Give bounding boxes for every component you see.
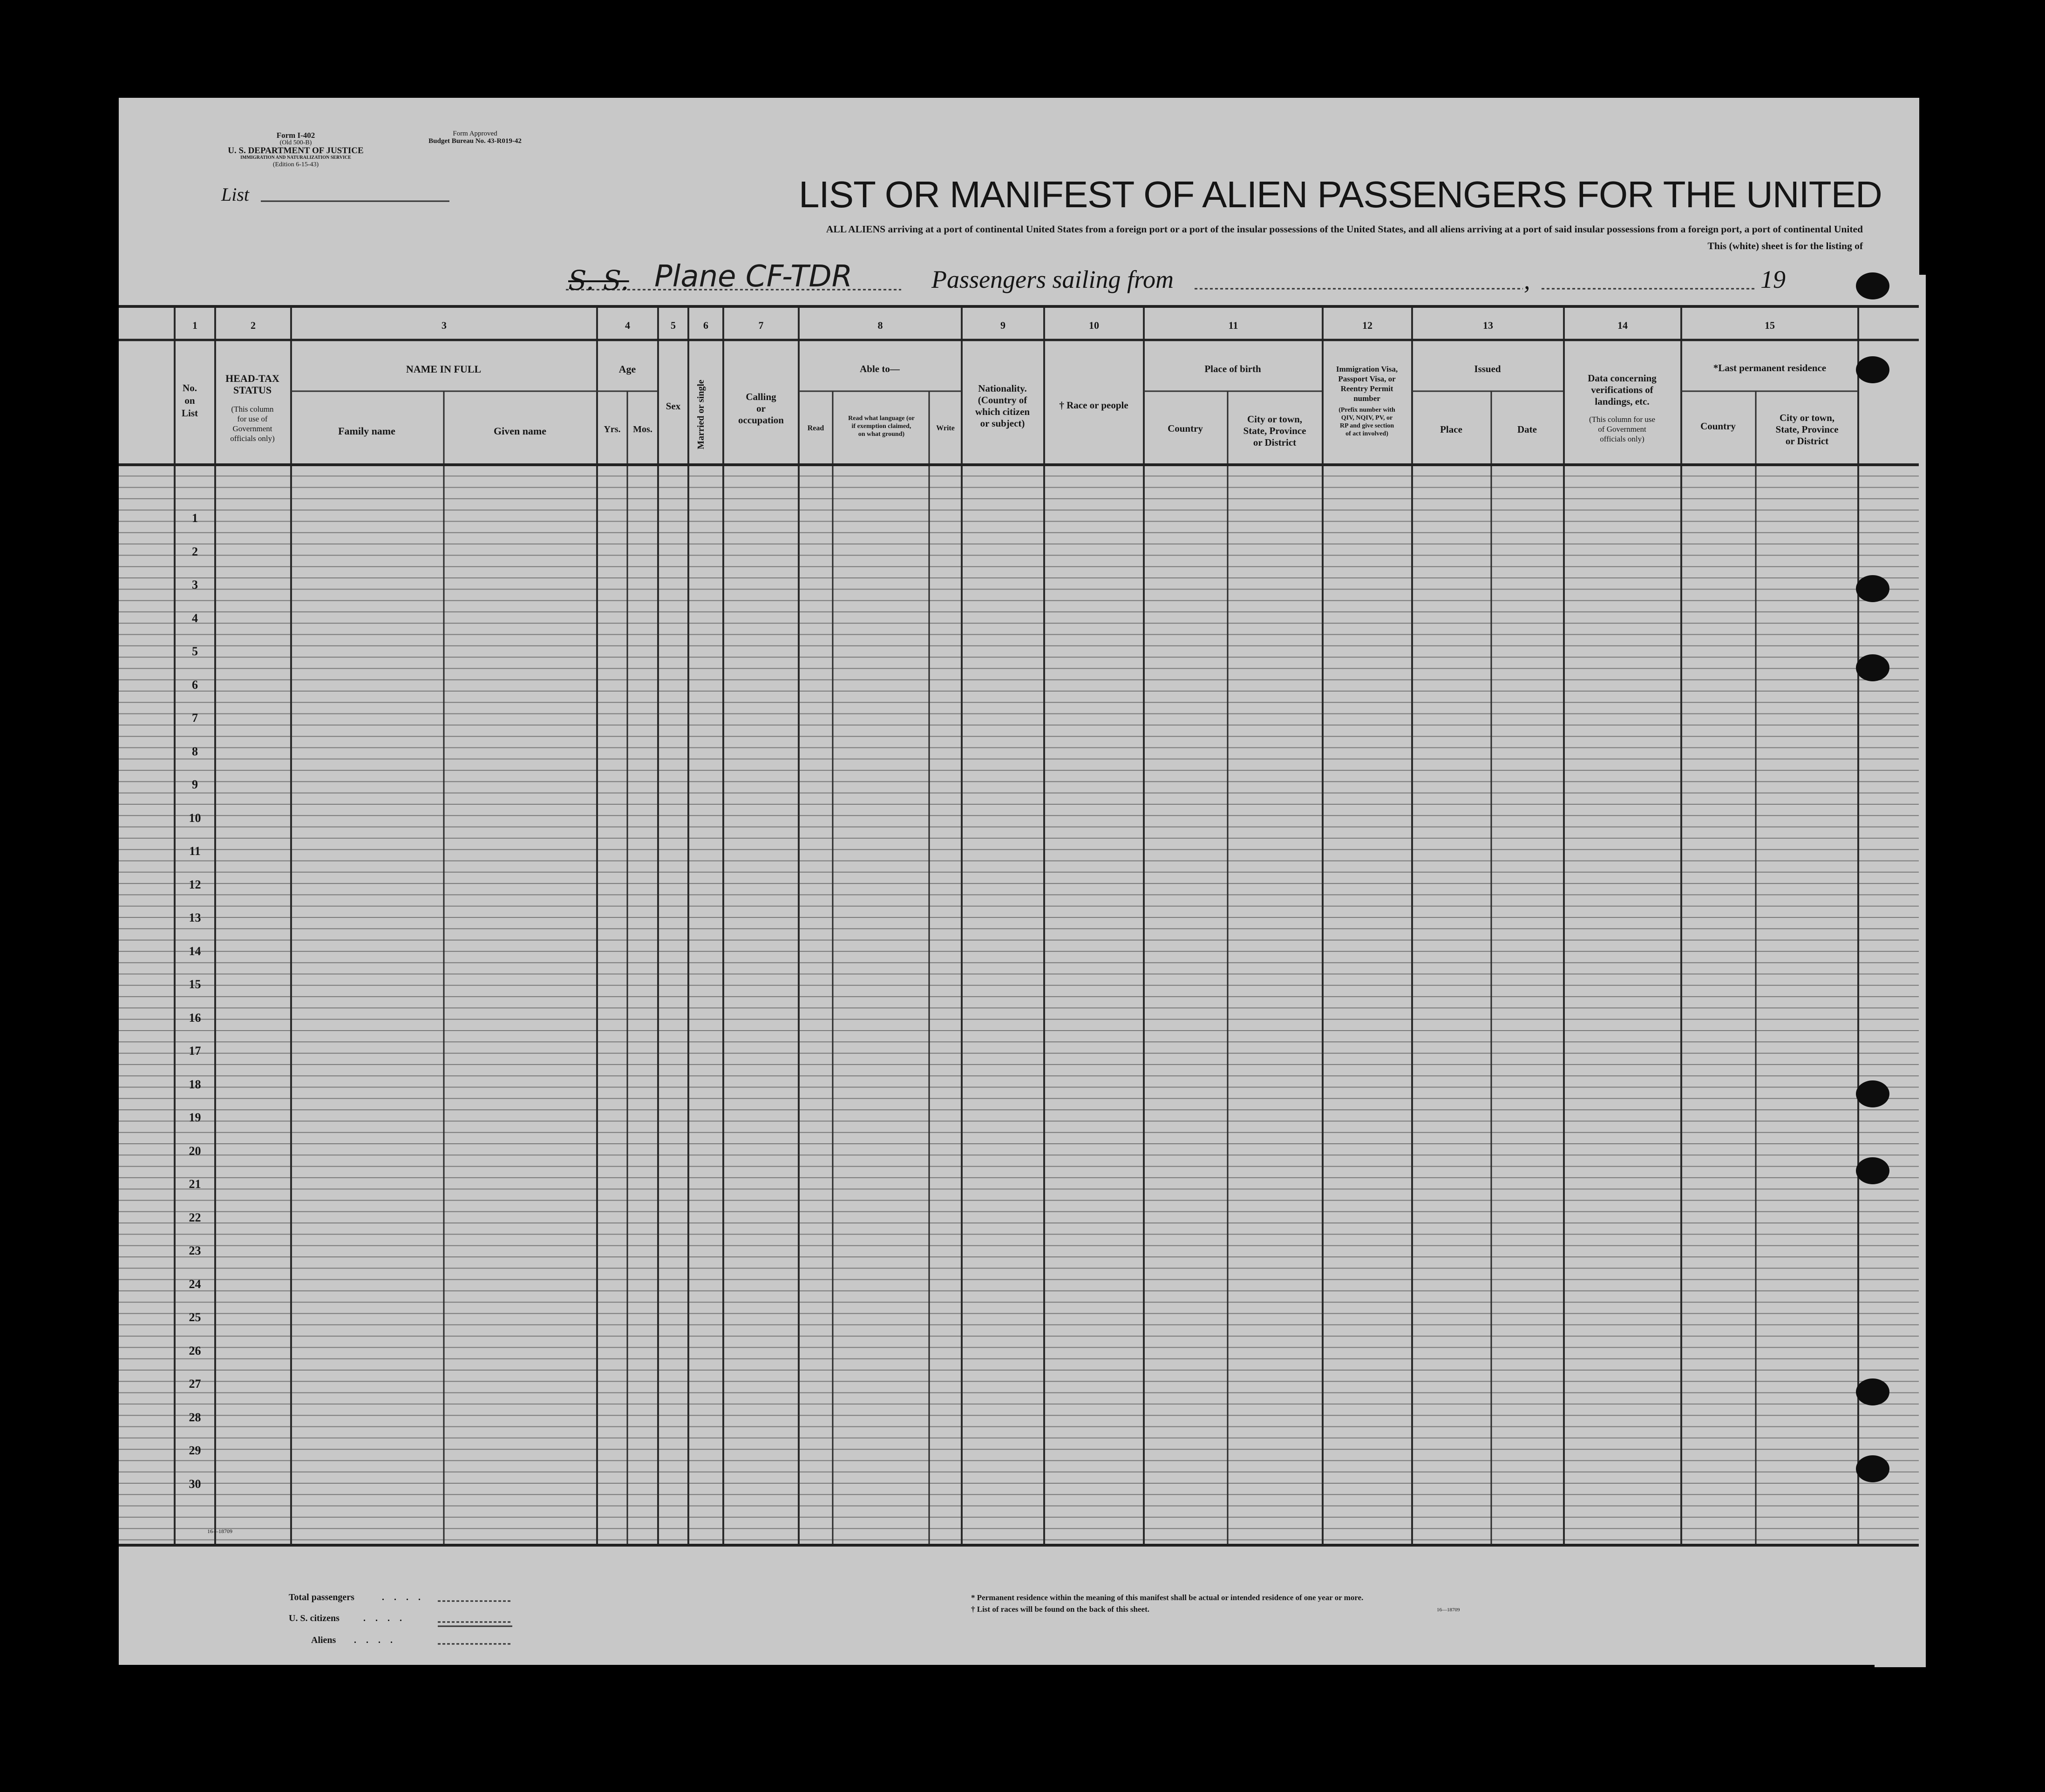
header-age: Age [618, 363, 636, 375]
header-visa-note: (Prefix number with QIV, NQIV, PV, or RP and give section of act involved) [1338, 407, 1395, 437]
row-number: 13 [189, 911, 201, 924]
header-data-note: (This column for use of Government officials only) [1589, 415, 1656, 443]
row-number: 6 [192, 678, 198, 692]
header-sex: Sex [666, 400, 681, 412]
header-pob-country: Country [1168, 423, 1203, 434]
column-number: 2 [251, 319, 256, 331]
header-last-residence: *Last permanent residence [1713, 362, 1827, 373]
row-number: 27 [189, 1377, 201, 1391]
punch-hole [1856, 575, 1889, 602]
row-number: 9 [192, 778, 198, 791]
total-passengers-label: Total passengers [289, 1592, 354, 1602]
column-number: 3 [442, 319, 447, 331]
header-lr-country: Country [1700, 421, 1736, 432]
list-label: List [221, 184, 250, 205]
punch-hole [1856, 356, 1889, 383]
header-given-name: Given name [493, 425, 547, 437]
punch-hole [1856, 272, 1889, 299]
punch-hole [1856, 1157, 1889, 1184]
subtitle-line2: This (white) sheet is for the listing of [1707, 240, 1863, 251]
row-number: 28 [189, 1410, 201, 1424]
footnote-dagger: † List of races will be found on the back of this sheet. [971, 1605, 1149, 1614]
row-number: 14 [189, 944, 201, 958]
date-comma: , [1524, 266, 1530, 294]
punch-hole [1856, 654, 1889, 681]
column-number: 6 [703, 319, 708, 331]
header-head-tax-note: (This column for use of Government officials only) [230, 405, 275, 443]
header-place-of-birth: Place of birth [1204, 363, 1261, 374]
row-number: 16 [189, 1011, 201, 1025]
header-name-in-full: NAME IN FULL [406, 363, 482, 375]
header-issued-date: Date [1517, 424, 1537, 435]
header-married-single: Married or single [696, 380, 706, 449]
bottom-code: 16—18709 [207, 1528, 232, 1534]
punch-hole [1856, 1455, 1889, 1482]
header-read: Read [807, 424, 824, 432]
header-data-concerning: Data concerning verifications of landings, etc. [1588, 373, 1657, 407]
row-number: 2 [192, 544, 198, 558]
service: IMMIGRATION AND NATURALIZATION SERVICE [240, 155, 351, 160]
header-issued: Issued [1474, 363, 1501, 374]
us-citizens-label: U. S. citizens [289, 1613, 340, 1623]
header-pob-city: City or town, State, Province or District [1243, 414, 1306, 448]
header-race: † Race or people [1059, 400, 1128, 411]
header-issued-place: Place [1440, 424, 1462, 435]
header-visa: Immigration Visa, Passport Visa, or Reentry Permit number [1336, 365, 1398, 403]
row-number: 5 [192, 645, 198, 658]
header-family-name: Family name [338, 425, 395, 437]
row-number: 4 [192, 611, 198, 625]
row-number: 20 [189, 1144, 201, 1158]
row-number: 15 [189, 977, 201, 991]
form-old-number: (Old 500-B) [279, 139, 312, 146]
column-number: 10 [1089, 319, 1099, 331]
aliens-label: Aliens [311, 1635, 336, 1645]
passengers-sailing-label: Passengers sailing from [931, 265, 1174, 293]
row-number: 10 [189, 811, 201, 825]
department: U. S. DEPARTMENT OF JUSTICE [228, 146, 364, 156]
column-number: 12 [1362, 319, 1372, 331]
form-number: Form I-402 [276, 131, 315, 140]
row-number: 22 [189, 1210, 201, 1224]
approval-line2: Budget Bureau No. 43-R019-42 [428, 137, 522, 145]
page-title: LIST OR MANIFEST OF ALIEN PASSENGERS FOR THE UNITED [799, 174, 1882, 215]
column-number: 4 [625, 319, 630, 331]
aliens-dots: . . . . [354, 1635, 396, 1645]
handwritten-vessel: Plane CF-TDR [654, 259, 853, 294]
header-yrs: Yrs. [604, 424, 621, 434]
row-number: 21 [189, 1177, 201, 1191]
column-number: 11 [1228, 319, 1238, 331]
us-citizens-dots: . . . . [363, 1613, 406, 1623]
row-number: 18 [189, 1077, 201, 1091]
row-number: 7 [192, 711, 198, 725]
column-number: 5 [671, 319, 676, 331]
header-no-on-list: No. on List [181, 382, 198, 419]
punch-hole [1856, 1080, 1889, 1107]
header-head-tax: HEAD-TAX STATUS [225, 373, 279, 396]
year-prefix: 19 [1760, 265, 1786, 293]
row-number: 24 [189, 1277, 201, 1291]
column-number: 1 [192, 319, 197, 331]
punch-hole [1856, 1378, 1889, 1405]
row-number: 30 [189, 1477, 201, 1491]
footnote-code: 16—18709 [1437, 1607, 1460, 1613]
total-passengers-dots: . . . . [382, 1592, 424, 1602]
column-number: 13 [1483, 319, 1493, 331]
row-number: 29 [189, 1444, 201, 1457]
ss-label: S. S. [568, 265, 629, 296]
header-nationality: Nationality. (Country of which citizen or subject) [975, 383, 1030, 429]
column-number: 14 [1617, 319, 1628, 331]
column-number: 8 [877, 319, 883, 331]
row-number: 3 [192, 578, 198, 591]
edition: (Edition 6-15-43) [272, 161, 319, 168]
row-number: 25 [189, 1310, 201, 1324]
column-number: 15 [1765, 319, 1775, 331]
row-number: 11 [189, 844, 201, 858]
row-number: 12 [189, 877, 201, 891]
header-mos: Mos. [633, 424, 652, 434]
approval-line1: Form Approved [453, 130, 497, 137]
row-number: 1 [192, 511, 198, 525]
row-number: 26 [189, 1344, 201, 1358]
subtitle-line1: ALL ALIENS arriving at a port of continental United States from a foreign port or a port of the insular possessions of the United States, and all aliens arriving at a port of said insular possessions from a foreign port, a port of continental United [826, 224, 1863, 235]
header-lr-city: City or town, State, Province or District [1775, 412, 1839, 447]
header-write: Write [936, 424, 955, 432]
footnote-star: * Permanent residence within the meaning of this manifest shall be actual or intended residence of one year or more. [971, 1593, 1364, 1602]
column-number: 7 [758, 319, 764, 331]
header-read-language: Read what language (or if exemption claimed, on what ground) [848, 415, 915, 438]
row-number: 23 [189, 1244, 201, 1257]
column-number: 9 [1000, 319, 1006, 331]
header-calling: Calling or occupation [738, 391, 784, 426]
row-number: 17 [189, 1044, 201, 1058]
row-number: 19 [189, 1111, 201, 1124]
header-able-to: Able to— [860, 363, 900, 374]
row-number: 8 [192, 744, 198, 758]
